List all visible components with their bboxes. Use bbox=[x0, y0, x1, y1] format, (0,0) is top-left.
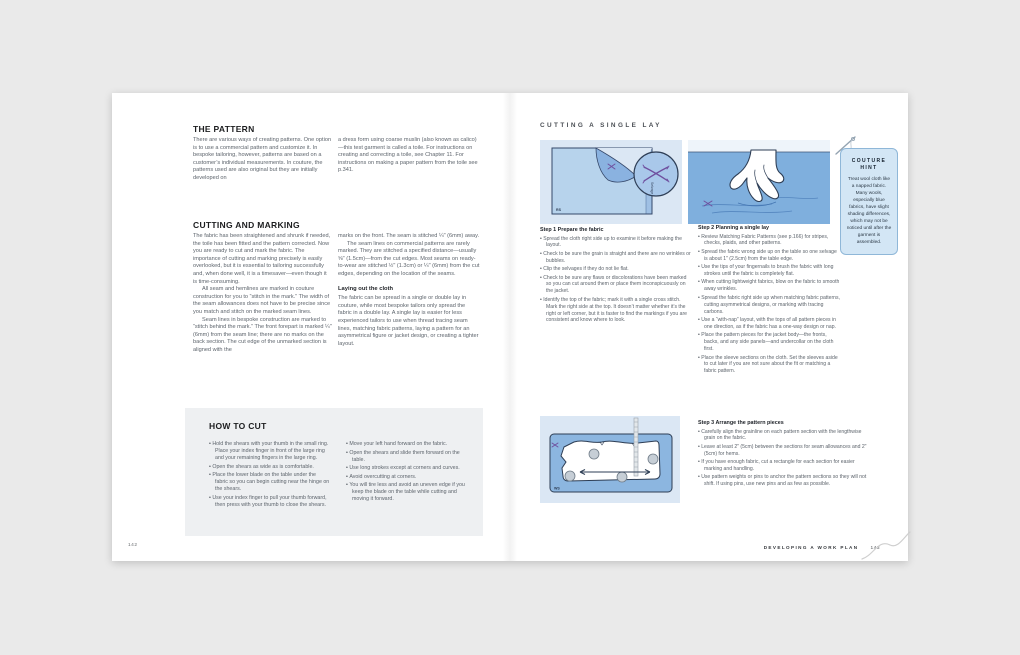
bullet-item: • Open the shears and slide them forward on the table. bbox=[346, 450, 467, 464]
paragraph: Seam lines in bespoke construction are marked to “stitch behind the mark.” The front forepart is marked ¼" (6mm) from the seam line; there are no marks on the back section. The cut edge of the unmarked section is aligned with the bbox=[193, 316, 332, 353]
heading-cutting-and-marking: CUTTING AND MARKING bbox=[193, 220, 300, 230]
bullet-item: • Spread the fabric wrong side up on the table so one selvage is about 1" (2.5cm) from the table edge. bbox=[698, 249, 841, 263]
step-3-title: Step 3 Arrange the pattern pieces bbox=[698, 420, 784, 426]
step-1-title: Step 1 Prepare the fabric bbox=[540, 227, 604, 233]
page-right bbox=[510, 93, 908, 561]
paragraph: All seam and hemlines are marked in couture construction for you to “stitch in the mark.” The width of the seam allowances does not have to be precise since you match and stitch on the marked seam lines. bbox=[193, 286, 331, 315]
paragraph: The fabric has been straightened and shrunk if needed, the toile has been fitted and the pattern corrected. Now you are ready to cut and mark the fabric. The importance of cutting and marking precisely is easily overlooked, but it is essential to tailoring successfully and, when done well, it is a timesaver—even though it is time-consuming. bbox=[193, 233, 331, 285]
illustration-smoothing-hand bbox=[688, 140, 830, 224]
bullet-item: • Carefully align the grainline on each pattern section with the lengthwise grain on the fabric. bbox=[698, 429, 868, 443]
book-spread bbox=[112, 93, 908, 561]
step-3-bullets bbox=[698, 429, 868, 489]
step-2 bbox=[698, 225, 841, 377]
page-curl-decoration bbox=[860, 529, 912, 563]
how-to-cut-bullets-left bbox=[209, 441, 330, 510]
illustration-prepare-fabric bbox=[540, 140, 682, 224]
cutting-marking-column-2 bbox=[338, 233, 480, 348]
bullet-item: • Leave at least 2" (5cm) between the sections for seam allowances and 2" (5cm) for hems. bbox=[698, 444, 868, 458]
how-to-cut-box bbox=[185, 408, 483, 536]
bullet-item: • Place the pattern pieces for the jacket body—the fronts, backs, and any side panels—and undercollar on the cloth first. bbox=[698, 332, 841, 353]
heading-the-pattern: THE PATTERN bbox=[193, 124, 255, 134]
step-2-bullets bbox=[698, 234, 841, 376]
bullet-item: • Hold the shears with your thumb in the small ring. Place your index finger in front of the large ring and your remaining fingers in the large ring. bbox=[209, 441, 330, 462]
bullet-item: • Place the sleeve sections on the cloth. Set the sleeves aside to cut later if you are not sure about the fit or matching a fabric pattern. bbox=[698, 355, 841, 376]
bullet-item: • Identify the top of the fabric; mark it with a single cross stitch. Mark the right side at the top. It doesn’t matter whether it’s the right or left corner, but it is faster to find the markings if you are consistent and know where to look. bbox=[540, 297, 693, 325]
wrong-side-label: WS bbox=[554, 486, 560, 491]
heading-how-to-cut: HOW TO CUT bbox=[209, 421, 267, 431]
step-1 bbox=[540, 227, 693, 326]
couture-hint-text: Treat wool cloth like a napped fabric. Many wools, especially blue fabrics, have slight shading differences, which may not be noticed until after the garment is assembled. bbox=[846, 177, 892, 245]
bullet-item: • Place the lower blade on the table under the fabric so you can begin cutting near the hinge on the shears. bbox=[209, 472, 330, 493]
selvage-label: Selvage bbox=[649, 182, 654, 195]
footer-title: DEVELOPING A WORK PLAN bbox=[763, 545, 859, 550]
bullet-item: • Check to be sure any flaws or discolorations have been marked so you can cut around them or place them inconspicuously on the jacket. bbox=[540, 275, 693, 296]
bullet-item: • Move your left hand forward on the fabric. bbox=[346, 441, 467, 448]
illustration-arrange-pattern-pieces bbox=[540, 416, 680, 503]
bullet-item: • Avoid overcutting at corners. bbox=[346, 474, 467, 481]
the-pattern-column-1 bbox=[193, 137, 332, 183]
bullet-item: • Review Matching Fabric Patterns (see p.166) for stripes, checks, plaids, and other patterns. bbox=[698, 234, 841, 248]
page-number-left: 142 bbox=[128, 543, 138, 548]
bullet-item: • You will tire less and avoid an uneven edge if you keep the blade on the table while cutting and moving it forward. bbox=[346, 482, 467, 503]
cutting-marking-column-1 bbox=[193, 233, 332, 355]
couture-hint-title: COUTURE HINT bbox=[851, 158, 887, 171]
step-2-title: Step 2 Planning a single lay bbox=[698, 225, 769, 231]
step-1-bullets bbox=[540, 236, 693, 325]
bullet-item: • Clip the selvages if they do not lie flat. bbox=[540, 266, 693, 273]
paragraph: marks on the front. The seam is stitched ¼" (6mm) away. bbox=[338, 233, 480, 239]
page-number-right: 143 bbox=[870, 546, 880, 551]
bullet-item: • Check to be sure the grain is straight and there are no wrinkles or bubbles. bbox=[540, 251, 693, 265]
couture-hint-box bbox=[840, 148, 898, 255]
bullet-item: • If you have enough fabric, cut a rectangle for each section for easier marking and handling. bbox=[698, 459, 868, 473]
right-side-label: RS bbox=[556, 208, 561, 212]
bullet-item: • Use long strokes except at corners and curves. bbox=[346, 465, 467, 472]
how-to-cut-bullets-right bbox=[346, 441, 467, 510]
paragraph: The seam lines on commercial patterns are rarely marked. They are stitched a specified distance—usually ⅝" (1.5cm)—from the cut edges. Most seams on ready-to-wear are stitched ½" (1.3cm) or ¼" (6mm) from the cut edges, depending on the location of the seams. bbox=[338, 240, 480, 277]
heading-cutting-a-single-lay: CUTTING A SINGLE LAY bbox=[540, 122, 662, 129]
page-left bbox=[112, 93, 510, 561]
bullet-item: • Use your index finger to pull your thumb forward, then press with your thumb to close the shears. bbox=[209, 495, 330, 509]
bullet-item: • Spread the fabric right side up when matching fabric patterns, cutting asymmetrical designs, or marking with tracing carbons. bbox=[698, 295, 841, 316]
bullet-item: • Use the tips of your fingernails to brush the fabric with long strokes until the fabric is completely flat. bbox=[698, 264, 841, 278]
paragraph: There are various ways of creating patterns. One option is to use a commercial pattern and customize it. In bespoke tailoring, however, patterns are based on a customer’s individual measurements. In couture, the patterns used are also original but they are initially developed on bbox=[193, 137, 332, 181]
step-3 bbox=[698, 420, 868, 490]
bullet-item: • Open the shears as wide as is comfortable. bbox=[209, 464, 330, 471]
bullet-item: • Spread the cloth right side up to examine it before making the layout. bbox=[540, 236, 693, 250]
the-pattern-column-2 bbox=[338, 137, 480, 175]
heading-laying-out-the-cloth: Laying out the cloth bbox=[338, 285, 394, 292]
spread-center-seam bbox=[503, 93, 517, 561]
bullet-item: • When cutting lightweight fabrics, blow on the fabric to smooth away wrinkles. bbox=[698, 279, 841, 293]
bullet-item: • Use a “with-nap” layout, with the tops of all pattern pieces in one direction, as if the fabric has a one-way design or nap. bbox=[698, 317, 841, 331]
bullet-item: • Use pattern weights or pins to anchor the pattern sections so they will not shift. If using pins, use new pins and as few as possible. bbox=[698, 474, 868, 488]
paragraph: The fabric can be spread in a single or double lay in couture, while most bespoke tailors only spread the fabric in a double lay. A single lay is easier for less experienced tailors to use when thread tracing seam lines, matching fabric patterns, laying a pattern for an asymmetrical figure or jacket design, or creating a tighter layout. bbox=[338, 295, 479, 347]
paragraph: a dress form using coarse muslin (also known as calico)—this test garment is called a toile. For instructions on creating and correcting a toile, see Chapter 11. For instructions on making a paper pattern from the toile see p.341. bbox=[338, 137, 478, 174]
